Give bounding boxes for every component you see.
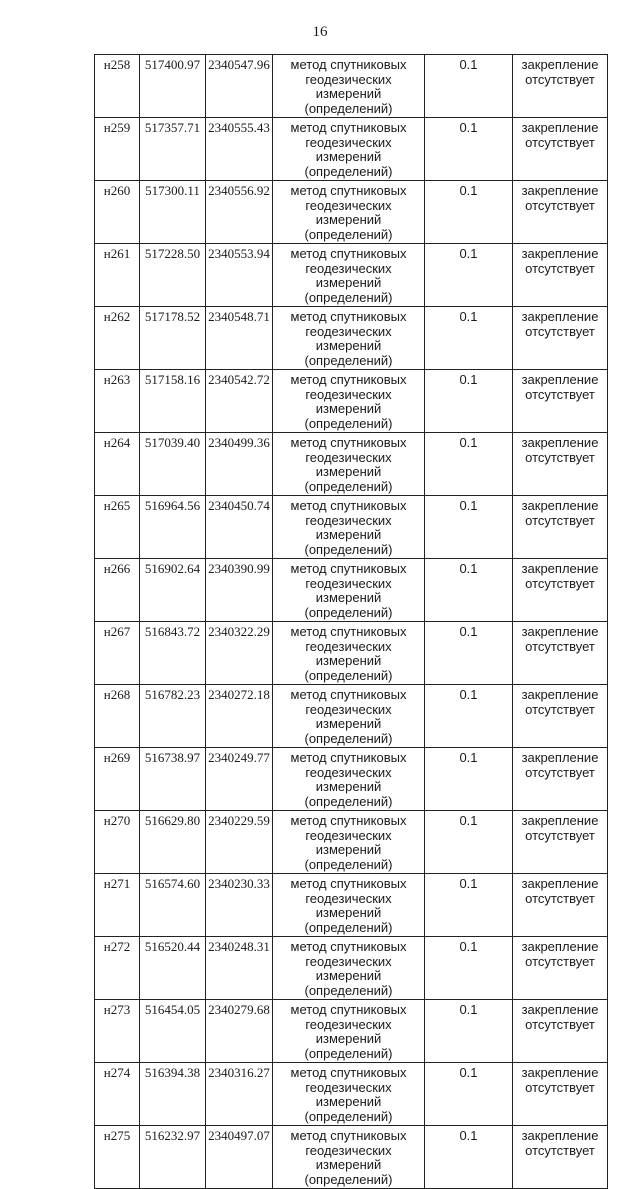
method-text-line: геодезических измерений bbox=[305, 701, 392, 731]
fixation-text-line: закрепление bbox=[521, 1002, 599, 1017]
method-text-line: (определений) bbox=[304, 1171, 393, 1187]
method-text-line: геодезических измерений bbox=[305, 764, 392, 794]
fixation-text-line: отсутствует bbox=[525, 827, 595, 843]
fixation-text-line: отсутствует bbox=[525, 197, 595, 213]
x-coordinate-cell: 516454.05 bbox=[140, 1000, 206, 1063]
method-text-line: метод спутниковых bbox=[290, 687, 407, 702]
point-id-cell: н270 bbox=[95, 811, 140, 874]
table-row bbox=[95, 244, 608, 307]
method-text-line: (определений) bbox=[304, 1108, 393, 1124]
fixation-text-line: отсутствует bbox=[525, 512, 595, 528]
method-cell bbox=[273, 433, 425, 496]
method-text-line: геодезических измерений bbox=[305, 890, 392, 920]
method-cell bbox=[273, 1063, 425, 1126]
method-text-line: метод спутниковых bbox=[290, 876, 407, 891]
method-text-line: метод спутниковых bbox=[290, 183, 407, 198]
method-text-line: геодезических измерений bbox=[305, 71, 392, 101]
point-id-cell: н274 bbox=[95, 1063, 140, 1126]
accuracy-cell: 0.1 bbox=[425, 685, 513, 748]
fixation-text-line: закрепление bbox=[521, 372, 599, 387]
fixation-text-line: отсутствует bbox=[525, 71, 595, 87]
method-text-line: (определений) bbox=[304, 541, 393, 557]
method-text-line: метод спутниковых bbox=[290, 624, 407, 639]
fixation-cell bbox=[513, 937, 608, 1000]
x-coordinate-cell: 517357.71 bbox=[140, 118, 206, 181]
method-text-line: метод спутниковых bbox=[290, 1065, 407, 1080]
y-coordinate-cell: 2340249.77 bbox=[206, 748, 273, 811]
method-text-line: геодезических измерений bbox=[305, 638, 392, 668]
method-text-line: геодезических измерений bbox=[305, 827, 392, 857]
accuracy-cell: 0.1 bbox=[425, 118, 513, 181]
accuracy-cell: 0.1 bbox=[425, 181, 513, 244]
fixation-text-line: отсутствует bbox=[525, 449, 595, 465]
method-text-line: (определений) bbox=[304, 667, 393, 683]
method-cell bbox=[273, 181, 425, 244]
method-text-line: метод спутниковых bbox=[290, 246, 407, 261]
accuracy-cell: 0.1 bbox=[425, 307, 513, 370]
y-coordinate-cell: 2340229.59 bbox=[206, 811, 273, 874]
fixation-text-line: закрепление bbox=[521, 876, 599, 891]
method-text-line: метод спутниковых bbox=[290, 813, 407, 828]
table-row bbox=[95, 748, 608, 811]
method-text-line: метод спутниковых bbox=[290, 372, 407, 387]
x-coordinate-cell: 516629.80 bbox=[140, 811, 206, 874]
method-text-line: метод спутниковых bbox=[290, 435, 407, 450]
method-cell bbox=[273, 370, 425, 433]
y-coordinate-cell: 2340553.94 bbox=[206, 244, 273, 307]
accuracy-cell: 0.1 bbox=[425, 55, 513, 118]
method-text-line: геодезических измерений bbox=[305, 1016, 392, 1046]
x-coordinate-cell: 517039.40 bbox=[140, 433, 206, 496]
point-id-cell: н260 bbox=[95, 181, 140, 244]
table-row bbox=[95, 55, 608, 118]
method-text-line: (определений) bbox=[304, 604, 393, 620]
fixation-cell bbox=[513, 874, 608, 937]
point-id-cell: н266 bbox=[95, 559, 140, 622]
fixation-text-line: отсутствует bbox=[525, 1142, 595, 1158]
fixation-text-line: закрепление bbox=[521, 939, 599, 954]
method-text-line: геодезических измерений bbox=[305, 575, 392, 605]
method-cell bbox=[273, 622, 425, 685]
method-text-line: геодезических измерений bbox=[305, 260, 392, 290]
table-row bbox=[95, 811, 608, 874]
method-text-line: (определений) bbox=[304, 982, 393, 998]
fixation-cell bbox=[513, 433, 608, 496]
table-row bbox=[95, 1126, 608, 1189]
method-text-line: (определений) bbox=[304, 100, 393, 116]
x-coordinate-cell: 517178.52 bbox=[140, 307, 206, 370]
point-id-cell: н269 bbox=[95, 748, 140, 811]
table-row bbox=[95, 874, 608, 937]
method-text-line: геодезических измерений bbox=[305, 197, 392, 227]
fixation-text-line: отсутствует bbox=[525, 764, 595, 780]
method-text-line: геодезических измерений bbox=[305, 449, 392, 479]
fixation-text-line: закрепление bbox=[521, 624, 599, 639]
point-id-cell: н262 bbox=[95, 307, 140, 370]
table-row bbox=[95, 118, 608, 181]
method-text-line: метод спутниковых bbox=[290, 939, 407, 954]
point-id-cell: н264 bbox=[95, 433, 140, 496]
table-row bbox=[95, 181, 608, 244]
y-coordinate-cell: 2340230.33 bbox=[206, 874, 273, 937]
x-coordinate-cell: 517300.11 bbox=[140, 181, 206, 244]
fixation-text-line: закрепление bbox=[521, 750, 599, 765]
fixation-text-line: закрепление bbox=[521, 813, 599, 828]
fixation-text-line: отсутствует bbox=[525, 323, 595, 339]
fixation-text-line: закрепление bbox=[521, 57, 599, 72]
point-id-cell: н267 bbox=[95, 622, 140, 685]
fixation-text-line: отсутствует bbox=[525, 701, 595, 717]
method-cell bbox=[273, 307, 425, 370]
fixation-cell bbox=[513, 1063, 608, 1126]
accuracy-cell: 0.1 bbox=[425, 811, 513, 874]
method-text-line: метод спутниковых bbox=[290, 498, 407, 513]
table-row bbox=[95, 307, 608, 370]
table-body bbox=[95, 55, 608, 1189]
method-text-line: метод спутниковых bbox=[290, 750, 407, 765]
method-text-line: (определений) bbox=[304, 919, 393, 935]
method-cell bbox=[273, 118, 425, 181]
y-coordinate-cell: 2340548.71 bbox=[206, 307, 273, 370]
fixation-text-line: отсутствует bbox=[525, 890, 595, 906]
method-cell bbox=[273, 937, 425, 1000]
accuracy-cell: 0.1 bbox=[425, 1000, 513, 1063]
fixation-text-line: закрепление bbox=[521, 498, 599, 513]
y-coordinate-cell: 2340555.43 bbox=[206, 118, 273, 181]
accuracy-cell: 0.1 bbox=[425, 748, 513, 811]
method-text-line: геодезических измерений bbox=[305, 1142, 392, 1172]
fixation-cell bbox=[513, 181, 608, 244]
y-coordinate-cell: 2340547.96 bbox=[206, 55, 273, 118]
fixation-text-line: закрепление bbox=[521, 1065, 599, 1080]
method-text-line: геодезических измерений bbox=[305, 953, 392, 983]
point-id-cell: н275 bbox=[95, 1126, 140, 1189]
fixation-text-line: отсутствует bbox=[525, 1079, 595, 1095]
fixation-text-line: закрепление bbox=[521, 246, 599, 261]
point-id-cell: н259 bbox=[95, 118, 140, 181]
table-row bbox=[95, 496, 608, 559]
fixation-text-line: отсутствует bbox=[525, 575, 595, 591]
point-id-cell: н261 bbox=[95, 244, 140, 307]
method-cell bbox=[273, 559, 425, 622]
y-coordinate-cell: 2340272.18 bbox=[206, 685, 273, 748]
table-row bbox=[95, 370, 608, 433]
method-text-line: геодезических измерений bbox=[305, 1079, 392, 1109]
method-text-line: (определений) bbox=[304, 1045, 393, 1061]
fixation-cell bbox=[513, 496, 608, 559]
fixation-cell bbox=[513, 307, 608, 370]
point-id-cell: н271 bbox=[95, 874, 140, 937]
fixation-text-line: закрепление bbox=[521, 687, 599, 702]
accuracy-cell: 0.1 bbox=[425, 496, 513, 559]
table-row bbox=[95, 937, 608, 1000]
accuracy-cell: 0.1 bbox=[425, 1126, 513, 1189]
method-text-line: геодезических измерений bbox=[305, 323, 392, 353]
method-cell bbox=[273, 1126, 425, 1189]
accuracy-cell: 0.1 bbox=[425, 874, 513, 937]
method-cell bbox=[273, 496, 425, 559]
table-row bbox=[95, 1000, 608, 1063]
x-coordinate-cell: 516574.60 bbox=[140, 874, 206, 937]
x-coordinate-cell: 517158.16 bbox=[140, 370, 206, 433]
fixation-cell bbox=[513, 118, 608, 181]
y-coordinate-cell: 2340248.31 bbox=[206, 937, 273, 1000]
table-row bbox=[95, 433, 608, 496]
point-id-cell: н263 bbox=[95, 370, 140, 433]
fixation-cell bbox=[513, 244, 608, 307]
method-cell bbox=[273, 811, 425, 874]
fixation-text-line: отсутствует bbox=[525, 638, 595, 654]
table-row bbox=[95, 1063, 608, 1126]
method-cell bbox=[273, 1000, 425, 1063]
method-text-line: (определений) bbox=[304, 163, 393, 179]
x-coordinate-cell: 516843.72 bbox=[140, 622, 206, 685]
x-coordinate-cell: 516964.56 bbox=[140, 496, 206, 559]
fixation-text-line: закрепление bbox=[521, 309, 599, 324]
x-coordinate-cell: 516902.64 bbox=[140, 559, 206, 622]
x-coordinate-cell: 516520.44 bbox=[140, 937, 206, 1000]
method-cell bbox=[273, 685, 425, 748]
x-coordinate-cell: 517400.97 bbox=[140, 55, 206, 118]
fixation-text-line: отсутствует bbox=[525, 134, 595, 150]
y-coordinate-cell: 2340497.07 bbox=[206, 1126, 273, 1189]
accuracy-cell: 0.1 bbox=[425, 244, 513, 307]
method-text-line: (определений) bbox=[304, 730, 393, 746]
y-coordinate-cell: 2340316.27 bbox=[206, 1063, 273, 1126]
fixation-cell bbox=[513, 1126, 608, 1189]
x-coordinate-cell: 516782.23 bbox=[140, 685, 206, 748]
point-id-cell: н272 bbox=[95, 937, 140, 1000]
method-text-line: метод спутниковых bbox=[290, 1128, 407, 1143]
x-coordinate-cell: 516394.38 bbox=[140, 1063, 206, 1126]
method-text-line: метод спутниковых bbox=[290, 120, 407, 135]
method-text-line: метод спутниковых bbox=[290, 561, 407, 576]
x-coordinate-cell: 517228.50 bbox=[140, 244, 206, 307]
fixation-cell bbox=[513, 622, 608, 685]
y-coordinate-cell: 2340279.68 bbox=[206, 1000, 273, 1063]
method-text-line: (определений) bbox=[304, 478, 393, 494]
table-row bbox=[95, 622, 608, 685]
fixation-text-line: отсутствует bbox=[525, 1016, 595, 1032]
fixation-text-line: отсутствует bbox=[525, 260, 595, 276]
point-id-cell: н258 bbox=[95, 55, 140, 118]
method-text-line: метод спутниковых bbox=[290, 57, 407, 72]
method-text-line: (определений) bbox=[304, 226, 393, 242]
table-row bbox=[95, 559, 608, 622]
point-id-cell: н268 bbox=[95, 685, 140, 748]
y-coordinate-cell: 2340322.29 bbox=[206, 622, 273, 685]
method-text-line: (определений) bbox=[304, 352, 393, 368]
accuracy-cell: 0.1 bbox=[425, 433, 513, 496]
point-id-cell: н273 bbox=[95, 1000, 140, 1063]
y-coordinate-cell: 2340556.92 bbox=[206, 181, 273, 244]
page-number: 16 bbox=[312, 24, 328, 40]
fixation-cell bbox=[513, 811, 608, 874]
method-text-line: метод спутниковых bbox=[290, 309, 407, 324]
accuracy-cell: 0.1 bbox=[425, 622, 513, 685]
method-cell bbox=[273, 874, 425, 937]
fixation-text-line: закрепление bbox=[521, 1128, 599, 1143]
fixation-text-line: закрепление bbox=[521, 183, 599, 198]
accuracy-cell: 0.1 bbox=[425, 370, 513, 433]
accuracy-cell: 0.1 bbox=[425, 937, 513, 1000]
y-coordinate-cell: 2340450.74 bbox=[206, 496, 273, 559]
x-coordinate-cell: 516232.97 bbox=[140, 1126, 206, 1189]
fixation-cell bbox=[513, 748, 608, 811]
method-text-line: геодезических измерений bbox=[305, 386, 392, 416]
coordinates-table bbox=[94, 54, 608, 1189]
fixation-text-line: закрепление bbox=[521, 120, 599, 135]
method-text-line: метод спутниковых bbox=[290, 1002, 407, 1017]
method-text-line: геодезических измерений bbox=[305, 512, 392, 542]
fixation-text-line: закрепление bbox=[521, 435, 599, 450]
method-text-line: (определений) bbox=[304, 415, 393, 431]
fixation-text-line: закрепление bbox=[521, 561, 599, 576]
accuracy-cell: 0.1 bbox=[425, 1063, 513, 1126]
fixation-text-line: отсутствует bbox=[525, 386, 595, 402]
fixation-cell bbox=[513, 1000, 608, 1063]
y-coordinate-cell: 2340542.72 bbox=[206, 370, 273, 433]
point-id-cell: н265 bbox=[95, 496, 140, 559]
table-row bbox=[95, 685, 608, 748]
method-cell bbox=[273, 244, 425, 307]
accuracy-cell: 0.1 bbox=[425, 559, 513, 622]
method-cell bbox=[273, 55, 425, 118]
method-text-line: геодезических измерений bbox=[305, 134, 392, 164]
fixation-cell bbox=[513, 55, 608, 118]
fixation-cell bbox=[513, 685, 608, 748]
x-coordinate-cell: 516738.97 bbox=[140, 748, 206, 811]
y-coordinate-cell: 2340499.36 bbox=[206, 433, 273, 496]
method-text-line: (определений) bbox=[304, 793, 393, 809]
fixation-text-line: отсутствует bbox=[525, 953, 595, 969]
y-coordinate-cell: 2340390.99 bbox=[206, 559, 273, 622]
method-text-line: (определений) bbox=[304, 289, 393, 305]
fixation-cell bbox=[513, 559, 608, 622]
fixation-cell bbox=[513, 370, 608, 433]
method-cell bbox=[273, 748, 425, 811]
method-text-line: (определений) bbox=[304, 856, 393, 872]
